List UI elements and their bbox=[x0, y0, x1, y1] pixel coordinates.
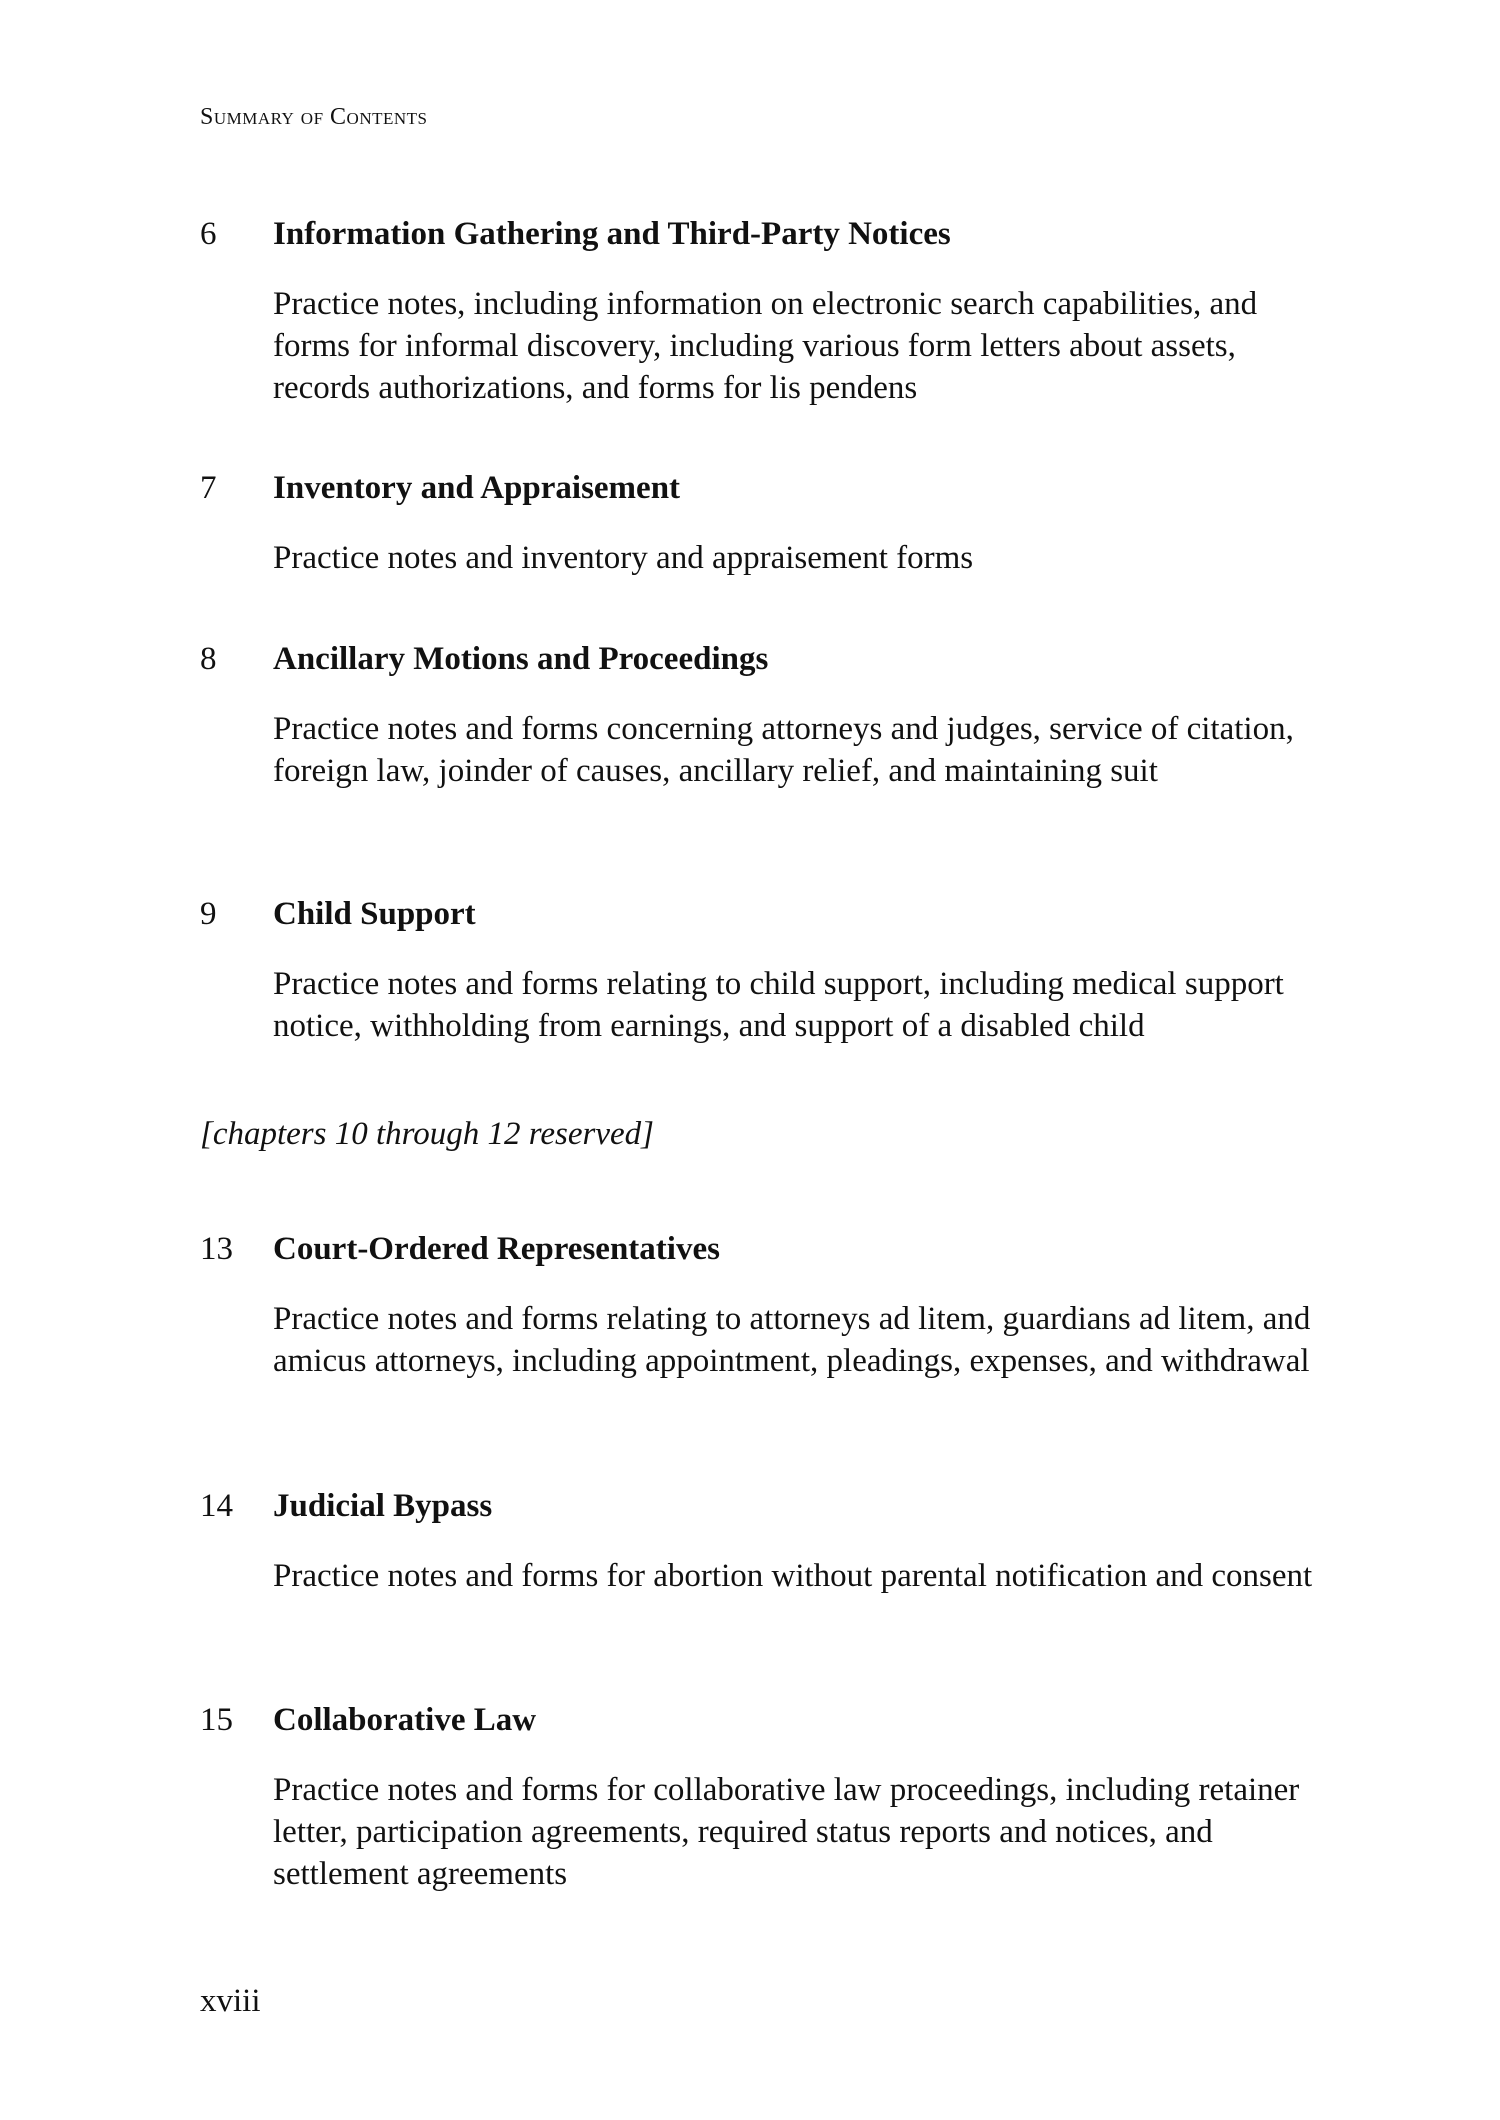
chapter-number: 15 bbox=[200, 1702, 233, 1738]
page-number: xviii bbox=[200, 1983, 261, 2019]
chapter-title: Judicial Bypass bbox=[273, 1488, 493, 1524]
running-head: Summary of Contents bbox=[200, 104, 428, 130]
chapter-description: Practice notes and forms relating to attorneys ad litem, guardians ad litem, and amicus attorneys, including appointment, pleadings, expenses, and withdrawal bbox=[273, 1301, 1311, 1379]
chapter-number: 13 bbox=[200, 1231, 233, 1267]
chapter-description: Practice notes and forms concerning attorneys and judges, service of citation, foreign law, joinder of causes, ancillary relief, and maintaining suit bbox=[273, 711, 1294, 789]
chapter-description: Practice notes and forms relating to child support, including medical support notice, withholding from earnings, and support of a disabled child bbox=[273, 966, 1284, 1044]
chapter-title: Child Support bbox=[273, 896, 476, 932]
chapter-description: Practice notes and forms for collaborative law proceedings, including retainer letter, participation agreements, required status reports and notices, and settlement agreements bbox=[273, 1772, 1300, 1892]
chapter-title: Court-Ordered Representatives bbox=[273, 1231, 720, 1267]
chapter-number: 14 bbox=[200, 1488, 233, 1524]
reserved-chapters-note: [chapters 10 through 12 reserved] bbox=[200, 1116, 655, 1152]
chapter-title: Ancillary Motions and Proceedings bbox=[273, 641, 769, 677]
chapter-title: Information Gathering and Third-Party Notices bbox=[273, 216, 951, 252]
chapter-title: Inventory and Appraisement bbox=[273, 470, 681, 506]
chapter-title: Collaborative Law bbox=[273, 1702, 537, 1738]
chapter-number: 7 bbox=[200, 470, 217, 506]
chapter-number: 6 bbox=[200, 216, 217, 252]
chapter-number: 8 bbox=[200, 641, 217, 677]
chapter-description: Practice notes, including information on electronic search capabilities, and forms for informal discovery, including various form letters about assets, records authorizations, and forms for lis pendens bbox=[273, 286, 1258, 406]
chapter-description: Practice notes and forms for abortion without parental notification and consent bbox=[273, 1558, 1313, 1594]
chapter-number: 9 bbox=[200, 896, 217, 932]
chapter-description: Practice notes and inventory and appraisement forms bbox=[273, 540, 974, 576]
